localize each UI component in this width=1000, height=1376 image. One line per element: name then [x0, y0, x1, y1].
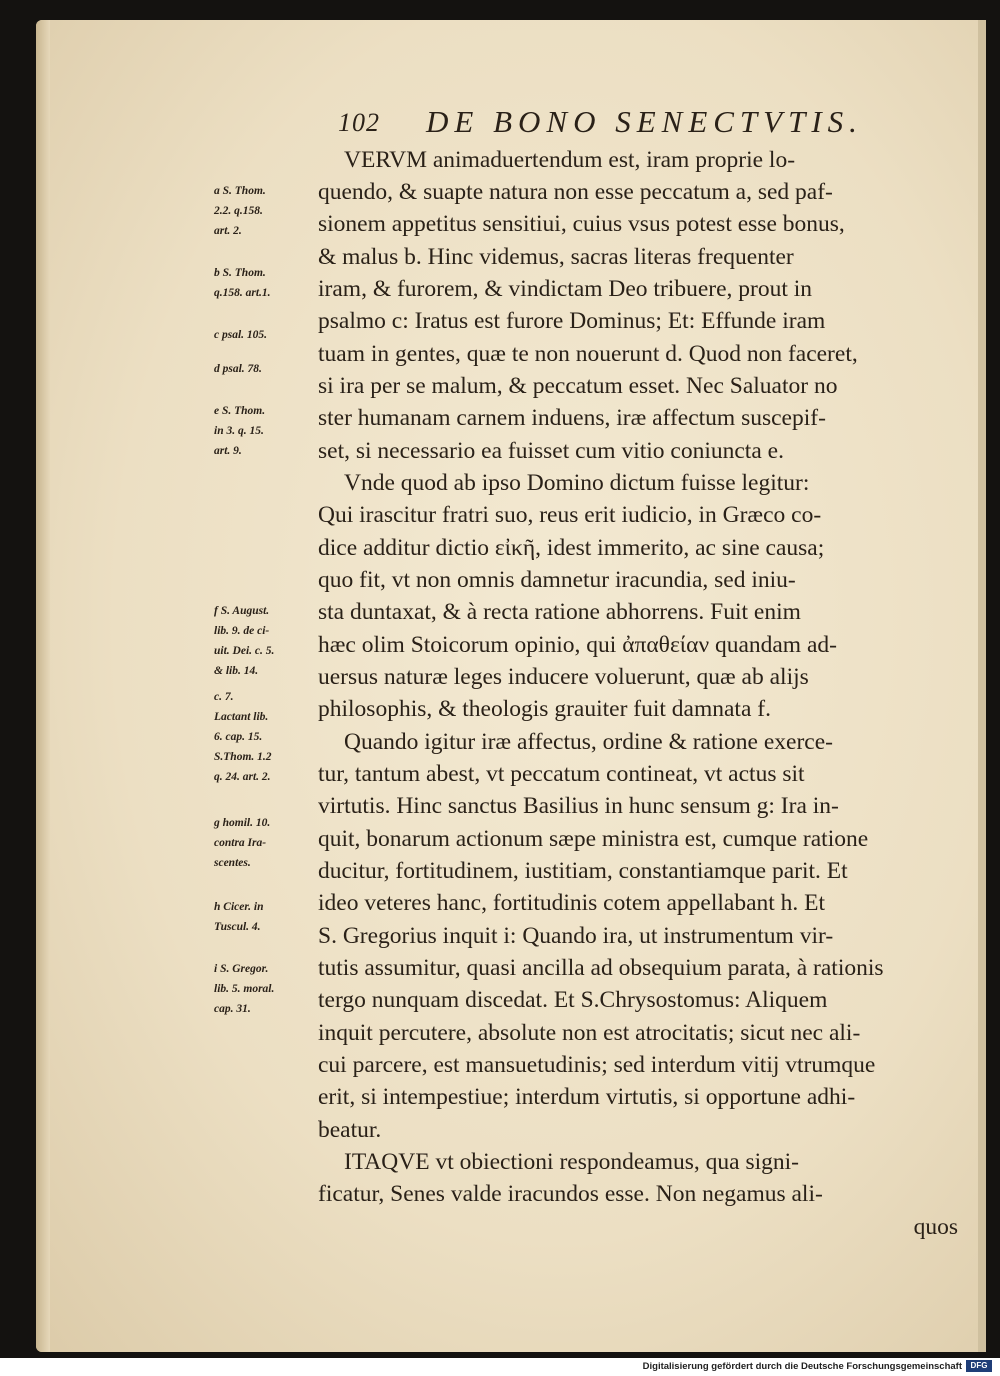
- page-gutter-shadow: [36, 20, 50, 1352]
- text-line: dice additur dictio εἰκῆ, idest immerito, ac sine causa;: [318, 535, 825, 561]
- text-line: beatur.: [318, 1117, 382, 1143]
- text-line: quos: [913, 1214, 958, 1240]
- text-line: quit, bonarum actionum sæpe ministra est, cumque ratione: [318, 826, 869, 852]
- text-line: ITAQVE vt obiectioni respondeamus, qua signi-: [344, 1149, 799, 1175]
- text-line: quendo, & suapte natura non esse peccatum a, sed paf-: [318, 179, 833, 205]
- margin-note-line: Lactant lib.: [214, 711, 269, 723]
- text-line: VERVM animaduertendum est, iram proprie lo-: [344, 147, 796, 173]
- text-line: tergo nunquam discedat. Et S.Chrysostomus: Aliquem: [318, 987, 828, 1013]
- text-line: S. Gregorius inquit i: Quando ira, ut instrumentum vir-: [318, 923, 834, 949]
- text-line: ideo veteres hanc, fortitudinis cotem appellabant h. Et: [318, 890, 826, 916]
- text-line: virtutis. Hinc sanctus Basilius in hunc sensum g: Ira in-: [318, 793, 839, 819]
- text-line: psalmo c: Iratus est furore Dominus; Et: Effunde iram: [318, 308, 826, 334]
- text-line: uersus naturæ leges inducere voluerunt, quæ ab alijs: [318, 664, 809, 690]
- margin-note-line: q.158. art.1.: [214, 287, 271, 299]
- text-line: hæc olim Stoicorum opinio, qui ἀπαθείαν quandam ad-: [318, 632, 837, 658]
- margin-note-line: e S. Thom.: [214, 405, 266, 417]
- text-line: sionem appetitus sensitiui, cuius vsus potest esse bonus,: [318, 211, 845, 237]
- text-line: & malus b. Hinc videmus, sacras literas frequenter: [318, 244, 794, 270]
- text-line: si ira per se malum, & peccatum esset. Nec Saluator no: [318, 373, 838, 399]
- margin-note-line: & lib. 14.: [214, 665, 259, 677]
- margin-note-line: lib. 5. moral.: [214, 983, 275, 995]
- margin-note-line: q. 24. art. 2.: [214, 771, 271, 783]
- margin-note-line: uit. Dei. c. 5.: [214, 645, 275, 657]
- text-line: ster humanam carnem induens, iræ affectum suscepif-: [318, 405, 826, 431]
- text-line: philosophis, & theologis grauiter fuit damnata f.: [318, 696, 771, 722]
- text-line: ficatur, Senes valde iracundos esse. Non negamus ali-: [318, 1181, 823, 1207]
- page-right-edge: [978, 20, 986, 1352]
- page-header: [338, 104, 918, 144]
- text-line: sta duntaxat, & à recta ratione abhorrens. Fuit enim: [318, 599, 801, 625]
- margin-note-line: contra Ira-: [214, 837, 267, 849]
- text-line: Quando igitur iræ affectus, ordine & ratione exerce-: [344, 729, 833, 755]
- text-line: inquit percutere, absolute non est atrocitatis; sicut nec ali-: [318, 1020, 861, 1046]
- margin-note-line: 6. cap. 15.: [214, 731, 263, 743]
- text-line: cui parcere, est mansuetudinis; sed interdum vitij vtrumque: [318, 1052, 876, 1078]
- margin-note-line: Tuscul. 4.: [214, 921, 261, 933]
- margin-note-line: lib. 9. de ci-: [214, 625, 270, 637]
- margin-note-line: art. 9.: [214, 445, 242, 457]
- text-line: tur, tantum abest, vt peccatum contineat, vt actus sit: [318, 761, 805, 787]
- margin-note-line: g homil. 10.: [214, 817, 271, 829]
- margin-note-line: i S. Gregor.: [214, 963, 269, 975]
- text-line: set, si necessario ea fuisset cum vitio coniuncta e.: [318, 438, 784, 464]
- margin-note-line: h Cicer. in: [214, 901, 264, 913]
- text-line: erit, si intempestiue; interdum virtutis, si opportune adhi-: [318, 1084, 856, 1110]
- margin-note-line: in 3. q. 15.: [214, 425, 264, 437]
- running-title: DE BONO SENECTVTIS.: [426, 104, 863, 139]
- margin-note-line: 2.2. q.158.: [214, 205, 263, 217]
- page-number: 102: [338, 108, 380, 137]
- margin-note-line: a S. Thom.: [214, 185, 266, 197]
- margin-note-line: d psal. 78.: [214, 363, 262, 375]
- margin-note-line: c psal. 105.: [214, 329, 268, 341]
- text-line: tuam in gentes, quæ te non nouerunt d. Quod non faceret,: [318, 341, 858, 367]
- margin-note-line: S.Thom. 1.2: [214, 751, 272, 763]
- dfg-logo: DFG: [966, 1360, 992, 1372]
- margin-note-line: f S. August.: [214, 605, 270, 617]
- text-line: quo fit, vt non omnis damnetur iracundia, sed iniu-: [318, 567, 796, 593]
- margin-note-line: art. 2.: [214, 225, 242, 237]
- funding-credit: Digitalisierung gefördert durch die Deutsche Forschungsgemeinschaft: [642, 1361, 962, 1372]
- margin-note-line: scentes.: [214, 857, 251, 869]
- margin-note-line: cap. 31.: [214, 1003, 251, 1015]
- text-line: iram, & furorem, & vindictam Deo tribuere, prout in: [318, 276, 813, 302]
- margin-note-line: c. 7.: [214, 691, 234, 703]
- text-line: Vnde quod ab ipso Domino dictum fuisse legitur:: [344, 470, 810, 496]
- text-line: tutis assumitur, quasi ancilla ad obsequium parata, à rationis: [318, 955, 884, 981]
- margin-note-line: b S. Thom.: [214, 267, 266, 279]
- text-line: ducitur, fortitudinem, iustitiam, constantiamque parit. Et: [318, 858, 848, 884]
- text-line: Qui irascitur fratri suo, reus erit iudicio, in Græco co-: [318, 502, 822, 528]
